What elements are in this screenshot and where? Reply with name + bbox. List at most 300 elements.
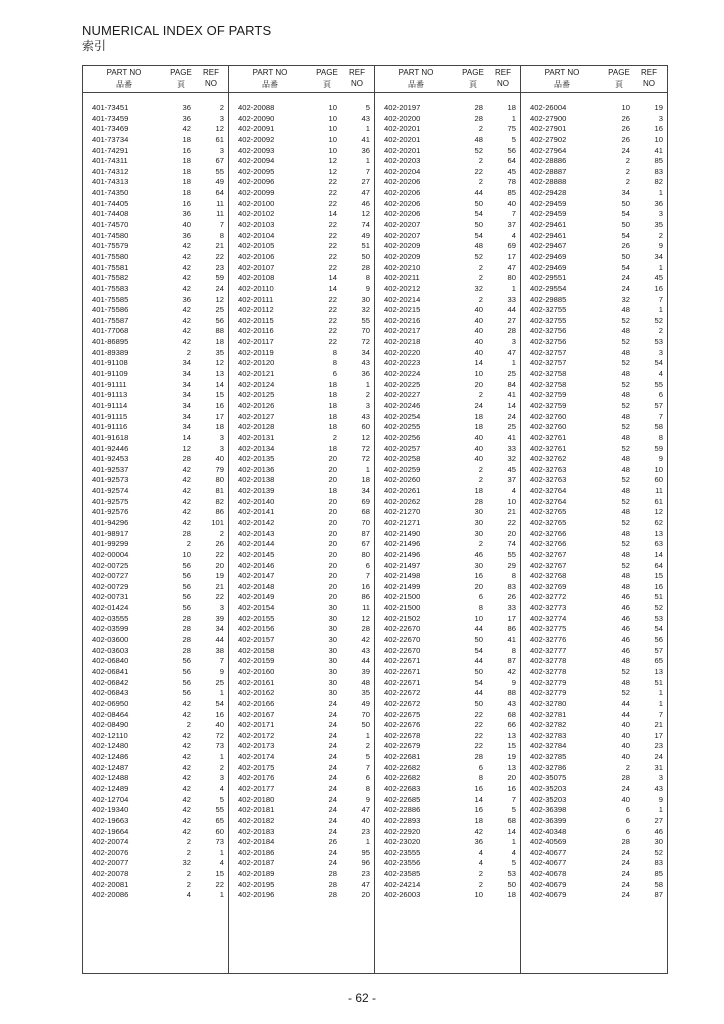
part-number: 402-32758 (530, 379, 567, 389)
table-row (375, 326, 520, 337)
page-ref: 42 (182, 464, 191, 474)
page-ref: 34 (182, 422, 191, 432)
ref-number: 43 (361, 358, 370, 368)
page-ref: 24 (621, 869, 630, 879)
ref-number: 82 (215, 496, 224, 506)
part-number: 402-20124 (238, 379, 275, 389)
header-ref-jp: NO (351, 79, 363, 88)
page-ref: 30 (474, 560, 483, 570)
page-ref: 30 (328, 603, 337, 613)
ref-number: 5 (511, 134, 516, 144)
table-row (229, 497, 374, 508)
part-number: 402-32778 (530, 666, 567, 676)
page-ref: 42 (182, 124, 191, 134)
table-row (521, 529, 667, 540)
table-row (83, 390, 228, 401)
ref-number: 62 (654, 517, 663, 527)
part-number: 402-32760 (530, 422, 567, 432)
part-number: 401-86895 (92, 337, 129, 347)
page-ref: 18 (328, 379, 337, 389)
page-ref: 10 (474, 369, 483, 379)
column-header (375, 66, 520, 93)
part-number: 402-20146 (238, 560, 275, 570)
page-ref: 24 (328, 709, 337, 719)
part-number: 402-20156 (238, 624, 275, 634)
part-number: 402-20100 (238, 198, 275, 208)
table-row (83, 561, 228, 572)
part-number: 401-73459 (92, 113, 129, 123)
ref-number: 35 (215, 347, 224, 357)
page-ref: 24 (328, 858, 337, 868)
part-number: 402-24214 (384, 879, 421, 889)
ref-number: 2 (365, 390, 370, 400)
ref-number: 6 (658, 390, 663, 400)
part-number: 402-32763 (530, 464, 567, 474)
part-number: 402-22671 (384, 666, 421, 676)
table-row (83, 348, 228, 359)
table-row (83, 146, 228, 157)
part-number: 402-32773 (530, 603, 567, 613)
table-row (521, 656, 667, 667)
part-number: 402-20102 (238, 209, 275, 219)
page-ref: 2 (186, 347, 191, 357)
part-number: 402-32762 (530, 454, 567, 464)
ref-number: 57 (654, 400, 663, 410)
part-number: 402-08490 (92, 720, 129, 730)
part-number: 402-20256 (384, 432, 421, 442)
ref-number: 2 (219, 528, 224, 538)
page-ref: 48 (621, 369, 630, 379)
part-number: 402-29554 (530, 283, 567, 293)
page-ref: 8 (478, 773, 483, 783)
page-ref: 8 (332, 358, 337, 368)
part-number: 401-92446 (92, 443, 129, 453)
ref-number: 73 (215, 837, 224, 847)
page-ref: 48 (621, 454, 630, 464)
table-row (229, 507, 374, 518)
part-number: 402-40677 (530, 847, 567, 857)
ref-number: 15 (215, 390, 224, 400)
ref-number: 74 (507, 539, 516, 549)
ref-number: 22 (215, 549, 224, 559)
part-number: 402-03555 (92, 613, 129, 623)
part-number: 402-06843 (92, 688, 129, 698)
table-row (521, 252, 667, 263)
page-ref: 42 (182, 752, 191, 762)
page-ref: 4 (186, 890, 191, 900)
ref-number: 3 (219, 603, 224, 613)
page-ref: 22 (474, 741, 483, 751)
part-number: 402-12480 (92, 741, 129, 751)
part-number: 402-20172 (238, 730, 275, 740)
page-ref: 42 (182, 241, 191, 251)
part-number: 402-32777 (530, 645, 567, 655)
table-row (521, 369, 667, 380)
part-number: 401-92576 (92, 507, 129, 517)
part-number: 402-27900 (530, 113, 567, 123)
part-number: 401-92574 (92, 486, 129, 496)
ref-number: 75 (507, 124, 516, 134)
table-row (375, 135, 520, 146)
part-number: 402-03603 (92, 645, 129, 655)
ref-number: 16 (215, 709, 224, 719)
header-ref-jp: NO (205, 79, 217, 88)
table-row (83, 507, 228, 518)
page-ref: 46 (621, 624, 630, 634)
ref-number: 12 (215, 358, 224, 368)
index-column-3 (375, 66, 521, 973)
table-row (83, 699, 228, 710)
ref-number: 15 (654, 571, 663, 581)
ref-number: 3 (219, 443, 224, 453)
part-number: 401-75582 (92, 273, 129, 283)
part-number: 402-20182 (238, 815, 275, 825)
ref-number: 14 (654, 549, 663, 559)
part-number: 401-75579 (92, 241, 129, 251)
ref-number: 22 (215, 251, 224, 261)
part-number: 402-20093 (238, 145, 275, 155)
table-row (83, 444, 228, 455)
page-ref: 42 (182, 784, 191, 793)
ref-number: 18 (215, 422, 224, 432)
table-row (229, 561, 374, 572)
table-row (521, 592, 667, 603)
ref-number: 42 (361, 635, 370, 645)
page-ref: 28 (182, 645, 191, 655)
page-ref: 24 (328, 752, 337, 762)
part-number: 402-20105 (238, 241, 275, 251)
ref-number: 14 (215, 379, 224, 389)
part-number: 401-92537 (92, 464, 129, 474)
ref-number: 44 (215, 635, 224, 645)
ref-number: 51 (654, 677, 663, 687)
table-row (83, 880, 228, 891)
part-number: 402-20201 (384, 124, 421, 134)
page-ref: 2 (478, 262, 483, 272)
ref-number: 85 (654, 869, 663, 879)
index-column-1 (83, 66, 229, 973)
page-ref: 12 (182, 443, 191, 453)
table-row (83, 795, 228, 806)
part-number: 402-12489 (92, 784, 129, 793)
page-ref: 44 (621, 709, 630, 719)
page-ref: 16 (474, 571, 483, 581)
part-number: 402-20125 (238, 390, 275, 400)
part-number: 402-32775 (530, 624, 567, 634)
part-number: 402-00731 (92, 592, 129, 602)
ref-number: 68 (507, 709, 516, 719)
page-ref: 28 (474, 113, 483, 123)
table-row (521, 890, 667, 901)
table-row (375, 444, 520, 455)
part-number: 402-20116 (238, 326, 274, 336)
part-number: 402-22678 (384, 730, 421, 740)
page-ref: 56 (182, 592, 191, 602)
page-ref: 2 (478, 390, 483, 400)
table-row (83, 550, 228, 561)
ref-number: 12 (361, 209, 370, 219)
page-ref: 8 (478, 603, 483, 613)
ref-number: 87 (507, 656, 516, 666)
page-ref: 28 (182, 635, 191, 645)
page-ref: 28 (182, 528, 191, 538)
page-ref: 56 (182, 688, 191, 698)
page-ref: 14 (328, 209, 337, 219)
table-row (521, 241, 667, 252)
page-ref: 28 (182, 454, 191, 464)
part-number: 402-20127 (238, 411, 275, 421)
table-row (83, 156, 228, 167)
page-ref: 48 (621, 677, 630, 687)
table-row (83, 188, 228, 199)
part-number: 402-22681 (384, 752, 421, 762)
page-ref: 24 (621, 283, 630, 293)
part-number: 402-20210 (384, 262, 421, 272)
table-row (375, 699, 520, 710)
table-row (83, 858, 228, 869)
part-number: 402-20140 (238, 496, 275, 506)
ref-number: 43 (361, 645, 370, 655)
table-row (83, 422, 228, 433)
table-row (375, 848, 520, 859)
table-row (521, 518, 667, 529)
table-row (83, 231, 228, 242)
table-row (83, 678, 228, 689)
table-row (229, 667, 374, 678)
page-ref: 18 (182, 156, 191, 166)
part-number: 402-20077 (92, 858, 129, 868)
ref-number: 4 (511, 230, 516, 240)
table-row (375, 518, 520, 529)
ref-number: 1 (658, 688, 663, 698)
part-number: 402-22670 (384, 624, 421, 634)
page-ref: 50 (474, 635, 483, 645)
page-ref: 26 (328, 837, 337, 847)
ref-number: 41 (507, 432, 516, 442)
part-number: 402-20184 (238, 837, 275, 847)
part-number: 402-22886 (384, 805, 421, 815)
ref-number: 12 (361, 432, 370, 442)
table-row (83, 773, 228, 784)
ref-number: 28 (361, 624, 370, 634)
table-row (83, 656, 228, 667)
ref-number: 60 (361, 422, 370, 432)
ref-number: 19 (654, 103, 663, 112)
ref-number: 22 (215, 879, 224, 889)
ref-number: 7 (511, 209, 516, 219)
page-ref: 2 (478, 294, 483, 304)
page-ref: 44 (474, 656, 483, 666)
table-row (83, 284, 228, 295)
part-number: 402-32757 (530, 358, 567, 368)
table-row (521, 816, 667, 827)
page-ref: 46 (621, 613, 630, 623)
part-number: 402-20257 (384, 443, 421, 453)
part-number: 402-21499 (384, 581, 421, 591)
part-number: 402-36398 (530, 805, 567, 815)
page-ref: 52 (621, 358, 630, 368)
part-number: 402-32756 (530, 326, 567, 336)
table-row (83, 571, 228, 582)
ref-number: 43 (507, 698, 516, 708)
part-number: 401-75583 (92, 283, 129, 293)
ref-number: 1 (365, 124, 370, 134)
ref-number: 16 (654, 124, 663, 134)
ref-number: 52 (654, 847, 663, 857)
page-ref: 2 (625, 166, 630, 176)
page-ref: 20 (328, 464, 337, 474)
part-number: 402-20157 (238, 635, 275, 645)
part-number: 402-21497 (384, 560, 421, 570)
ref-number: 32 (507, 454, 516, 464)
table-row (521, 741, 667, 752)
part-number: 402-20149 (238, 592, 275, 602)
table-row (375, 337, 520, 348)
page-ref: 2 (332, 432, 337, 442)
ref-number: 4 (219, 858, 224, 868)
ref-number: 22 (507, 517, 516, 527)
table-row (83, 805, 228, 816)
page-ref: 52 (621, 560, 630, 570)
part-number: 402-20161 (238, 677, 275, 687)
table-row (229, 380, 374, 391)
table-row (229, 827, 374, 838)
table-row (375, 305, 520, 316)
ref-number: 43 (361, 113, 370, 123)
ref-number: 5 (365, 103, 370, 112)
ref-number: 36 (361, 145, 370, 155)
ref-number: 65 (654, 656, 663, 666)
table-row (375, 880, 520, 891)
page-ref: 34 (182, 369, 191, 379)
part-number: 402-20260 (384, 475, 421, 485)
page-number: - 62 - (347, 991, 376, 1005)
part-number: 401-73734 (92, 134, 129, 144)
table-row (229, 454, 374, 465)
table-row (83, 326, 228, 337)
part-number: 402-20142 (238, 517, 275, 527)
page-ref: 20 (328, 592, 337, 602)
ref-number: 64 (215, 188, 224, 198)
ref-number: 41 (361, 134, 370, 144)
page-ref: 2 (478, 464, 483, 474)
page-ref: 22 (328, 241, 337, 251)
part-number: 402-28886 (530, 156, 567, 166)
table-row (375, 124, 520, 135)
table-row (229, 231, 374, 242)
ref-number: 17 (215, 411, 224, 421)
table-row (521, 539, 667, 550)
table-row (83, 582, 228, 593)
table-row (229, 167, 374, 178)
ref-number: 73 (215, 741, 224, 751)
page-ref: 20 (328, 517, 337, 527)
table-row (375, 773, 520, 784)
table-row (375, 284, 520, 295)
table-row (229, 773, 374, 784)
part-number: 402-20187 (238, 858, 275, 868)
ref-number: 7 (658, 411, 663, 421)
ref-number: 12 (361, 613, 370, 623)
table-row (229, 252, 374, 263)
table-row (521, 571, 667, 582)
part-number: 402-23556 (384, 858, 421, 868)
table-row (229, 763, 374, 774)
ref-number: 23 (215, 262, 224, 272)
ref-number: 18 (507, 103, 516, 112)
page-ref: 30 (328, 677, 337, 687)
ref-number: 8 (219, 230, 224, 240)
page-ref: 22 (328, 230, 337, 240)
table-row (83, 539, 228, 550)
page-ref: 24 (328, 741, 337, 751)
part-number: 402-29885 (530, 294, 567, 304)
page-ref: 20 (328, 571, 337, 581)
page-ref: 48 (621, 347, 630, 357)
page-ref: 10 (328, 113, 337, 123)
table-row (229, 784, 374, 795)
page-ref: 42 (182, 815, 191, 825)
part-number: 402-20181 (238, 805, 275, 815)
page-ref: 2 (478, 869, 483, 879)
ref-number: 9 (658, 794, 663, 804)
page-ref: 2 (478, 879, 483, 889)
table-row (375, 454, 520, 465)
page-ref: 56 (182, 666, 191, 676)
page-ref: 30 (328, 688, 337, 698)
part-number: 402-21270 (384, 507, 421, 517)
part-number: 402-32781 (530, 709, 567, 719)
ref-number: 8 (658, 432, 663, 442)
table-row (521, 177, 667, 188)
page-ref: 54 (621, 209, 630, 219)
page-ref: 48 (474, 134, 483, 144)
ref-number: 2 (219, 762, 224, 772)
table-row (83, 177, 228, 188)
header-page: PAGE (170, 68, 192, 77)
ref-number: 27 (361, 177, 370, 187)
part-number: 402-28887 (530, 166, 567, 176)
part-number: 402-03599 (92, 624, 129, 634)
part-number: 402-36399 (530, 815, 567, 825)
part-number: 402-35203 (530, 784, 567, 793)
table-row (83, 295, 228, 306)
part-number: 402-20214 (384, 294, 421, 304)
table-row (375, 837, 520, 848)
ref-number: 21 (654, 720, 663, 730)
ref-number: 21 (507, 507, 516, 517)
part-number: 402-32769 (530, 581, 567, 591)
part-number: 402-32774 (530, 613, 567, 623)
page-ref: 42 (182, 826, 191, 836)
page-ref: 12 (328, 156, 337, 166)
ref-number: 12 (215, 124, 224, 134)
table-row (229, 146, 374, 157)
ref-number: 1 (658, 188, 663, 198)
header-ref-jp: NO (643, 79, 655, 88)
page-ref: 48 (621, 464, 630, 474)
ref-number: 50 (361, 720, 370, 730)
page-ref: 16 (474, 805, 483, 815)
part-number: 402-32764 (530, 496, 567, 506)
table-row (375, 231, 520, 242)
part-number: 402-03600 (92, 635, 129, 645)
ref-number: 26 (215, 539, 224, 549)
table-row (229, 199, 374, 210)
table-row (83, 199, 228, 210)
header-ref: REF (641, 68, 657, 77)
table-row (375, 188, 520, 199)
